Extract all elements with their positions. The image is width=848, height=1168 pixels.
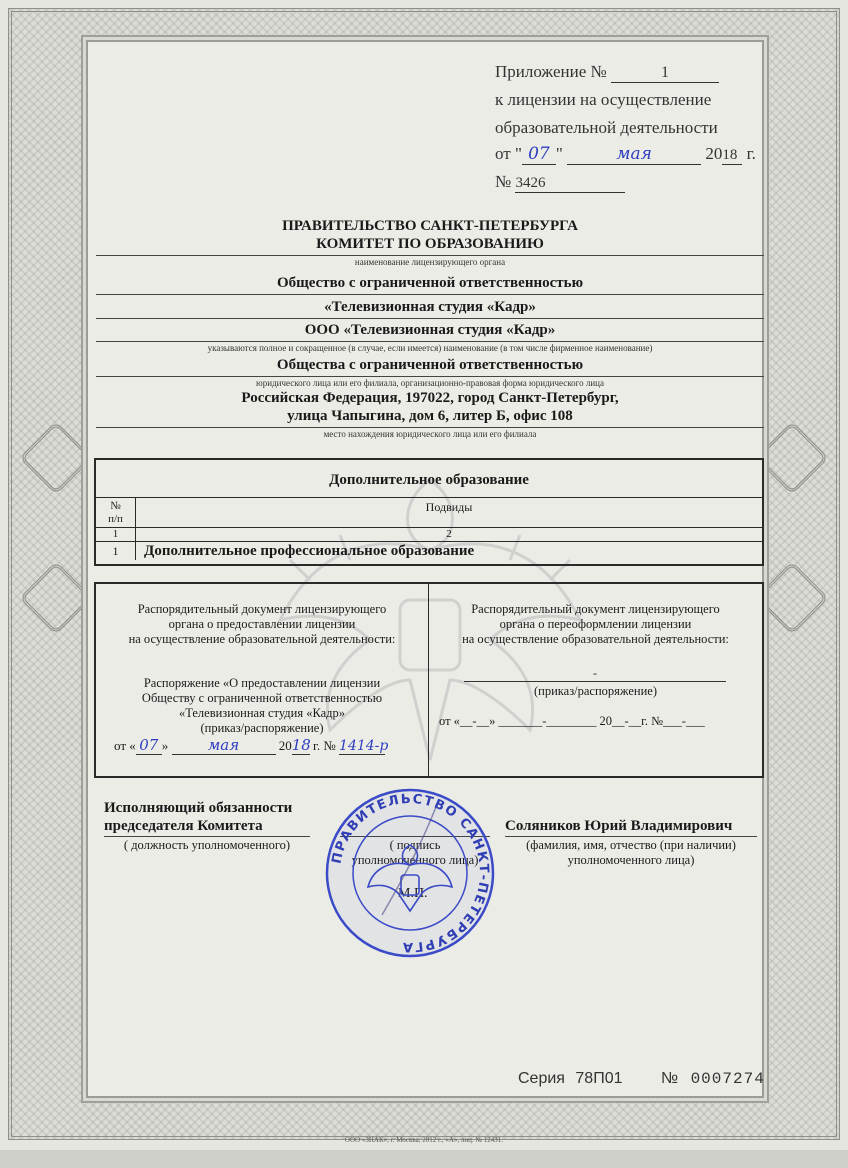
index-cell-1: [96, 528, 136, 542]
header-number-cell: [96, 498, 136, 528]
ornament-left-lower: [19, 561, 93, 635]
left-heading-2: органа о предоставлении лицензии: [168, 617, 356, 631]
table-row: [96, 542, 136, 560]
left-type-caption: (приказ/распоряжение): [200, 721, 324, 735]
right-document-type-field: -: [464, 666, 726, 682]
name-caption-1: (фамилия, имя, отчество (при наличии): [526, 838, 736, 852]
left-document-date-line: [114, 736, 389, 755]
licensee-name-caption: указываются полное и сокращенное (в случае, если имеется) наименование (в том числе фирменное наименование): [207, 343, 653, 353]
appendix-date-suffix: г.: [746, 144, 756, 163]
row-number: 1: [112, 544, 119, 558]
education-table-title: Дополнительное образование: [329, 472, 529, 488]
divider: [96, 318, 764, 319]
authority-caption: наименование лицензирующего органа: [354, 257, 506, 267]
divider: [96, 341, 764, 342]
appendix-date-month: мая: [567, 144, 701, 165]
right-heading-2: органа о переоформлении лицензии: [499, 617, 692, 631]
left-heading-3: на осуществление образовательной деятельности:: [128, 632, 396, 646]
authority-line-1: ПРАВИТЕЛЬСТВО САНКТ-ПЕТЕРБУРГА: [282, 218, 578, 234]
right-heading-3: на осуществление образовательной деятельности:: [462, 632, 729, 646]
signatory-name: Соляников Юрий Владимирович: [505, 818, 733, 834]
left-document-number: 1414-р: [339, 738, 389, 754]
header-subtypes-cell: [136, 498, 762, 528]
table-row: [136, 542, 762, 560]
index-col-1: 1: [112, 528, 119, 540]
education-table: [94, 458, 764, 566]
left-date-day: 07: [136, 736, 162, 755]
right-document-heading: [429, 602, 762, 647]
appendix-number: 1: [611, 64, 719, 83]
official-seal-icon: [324, 787, 496, 959]
ornament-left-upper: [19, 421, 93, 495]
documents-box: [94, 582, 764, 778]
appendix-license-number-line: [495, 172, 625, 193]
appendix-date-line: от " 07 " мая 2018 г.: [495, 144, 756, 164]
divider: [96, 294, 764, 295]
license-no-label: №: [495, 172, 512, 191]
signatory-position-2: председателя Комитета: [104, 818, 263, 834]
divider: [505, 836, 757, 837]
ornament-right-lower: [755, 561, 829, 635]
divider: [96, 427, 764, 428]
left-date-prefix: от «: [114, 738, 136, 753]
appendix-activity-line: образовательной деятельности: [495, 118, 718, 137]
form-number: 0007274: [690, 1070, 765, 1088]
licensee-full-name-1: Общество с ограниченной ответственностью: [276, 275, 584, 291]
divider: [96, 255, 764, 256]
left-no-label: г. №: [313, 738, 336, 753]
licensee-legal-form-caption: юридического лица или его филиала, организационно-правовая форма юридического лица: [256, 378, 604, 388]
right-type-caption: (приказ/распоряжение): [533, 684, 658, 698]
position-caption: ( должность уполномоченного): [123, 838, 291, 852]
left-date-mid: »: [161, 738, 169, 753]
row-subtype-name: Дополнительное профессиональное образование: [144, 543, 475, 559]
col-subtypes-label: Подвиды: [425, 500, 473, 514]
left-year-prefix: 20: [278, 738, 292, 753]
name-caption-2: уполномоченного лица): [567, 853, 695, 867]
left-heading-1: Распорядительный документ лицензирующего: [137, 602, 387, 616]
left-body-3: «Телевизионная студия «Кадр»: [178, 706, 346, 720]
series-value: 78П01: [575, 1070, 623, 1087]
appendix-year-prefix: 20: [705, 144, 723, 163]
appendix-date-day: 07: [522, 144, 556, 165]
signatory-position-1: Исполняющий обязанности: [104, 800, 293, 816]
col-no-label: №: [110, 500, 121, 512]
index-col-2: 2: [446, 528, 452, 540]
licensee-address-caption: место нахождения юридического лица или его филиала: [323, 429, 537, 439]
licensee-address-2: улица Чапыгина, дом 6, литер Б, офис 108: [287, 408, 573, 424]
licensee-legal-form: Общества с ограниченной ответственностью: [276, 357, 584, 373]
appendix-license-line: к лицензии на осуществление: [495, 90, 712, 109]
form-number-label: №: [660, 1070, 679, 1087]
svg-text:ПРАВИТЕЛЬСТВО САНКТ-ПЕТЕРБУРГА: ПРАВИТЕЛЬСТВО САНКТ-ПЕТЕРБУРГА: [329, 791, 492, 955]
licensee-address-1: Российская Федерация, 197022, город Санкт-Петербург,: [241, 390, 619, 406]
left-date-month: мая: [172, 736, 276, 755]
name-caption: [500, 838, 762, 868]
licensee-full-name-2: «Телевизионная студия «Кадр»: [324, 299, 536, 315]
left-year: 18: [291, 736, 311, 754]
ornament-right-upper: [755, 421, 829, 495]
left-body-2: Обществу с ограниченной ответственностью: [141, 691, 383, 705]
divider: [96, 376, 764, 377]
licensee-short-name: ООО «Телевизионная студия «Кадр»: [304, 322, 556, 338]
appendix-date-prefix: от: [495, 144, 511, 163]
divider: [104, 836, 310, 837]
appendix-label: Приложение №: [495, 62, 607, 81]
col-no-sub-label: п/п: [108, 513, 123, 525]
right-document-date-line: от «__-__» _______-________ 20__-__г. №___-___: [439, 714, 705, 728]
form-series-line: [518, 1070, 765, 1088]
right-heading-1: Распорядительный документ лицензирующего: [471, 602, 720, 616]
left-document-heading: [96, 602, 428, 647]
authority-line-2: КОМИТЕТ ПО ОБРАЗОВАНИЮ: [316, 236, 544, 252]
left-body-1: Распоряжение «О предоставлении лицензии: [143, 676, 381, 690]
index-cell-2: [136, 528, 762, 542]
appendix-line: [495, 62, 719, 83]
series-label: Серия: [518, 1070, 565, 1087]
appendix-year: 18: [722, 147, 742, 165]
license-number: 3426: [515, 175, 625, 193]
left-document-body: [96, 676, 428, 736]
printer-imprint: ООО «ЗНАК», г. Москва, 2012 г., «А», лиц. № 12431.: [344, 1136, 504, 1144]
